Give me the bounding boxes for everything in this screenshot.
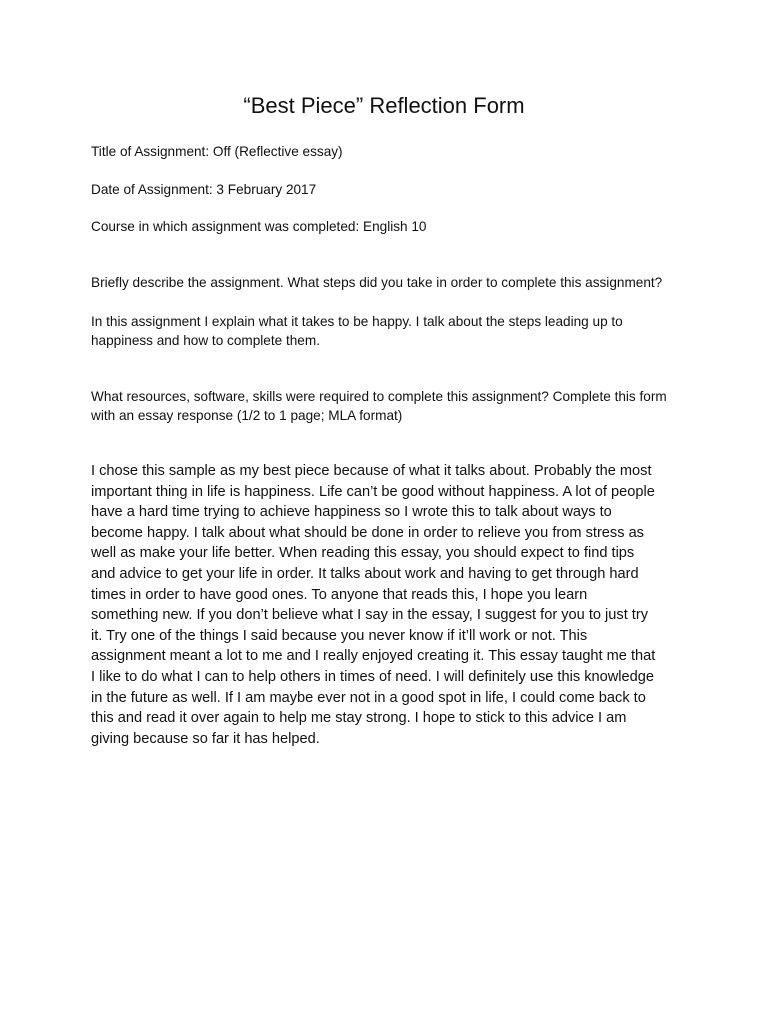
essay-line: times in order to have good ones. To anyone that reads this, I hope you learn	[91, 586, 588, 603]
essay-line: well as make your life better. When reading this essay, you should expect to find tips	[91, 545, 635, 562]
essay-line: giving because so far it has helped.	[91, 730, 320, 747]
answer-line: happiness and how to complete them.	[91, 333, 320, 348]
essay-line: assignment meant a lot to me and I really enjoyed creating it. This essay taught me that	[91, 648, 656, 665]
essay-line: it. Try one of the things I said because you never know if it’ll work or not. This	[91, 627, 588, 644]
essay-line: have a hard time trying to achieve happiness so I wrote this to talk about ways to	[91, 504, 612, 521]
essay-line: I like to do what I can to help others in times of need. I will definitely use this knowledge	[91, 668, 654, 685]
question-resources-line: What resources, software, skills were required to complete this assignment? Complete this form	[91, 389, 667, 404]
question-describe-assignment: Briefly describe the assignment. What steps did you take in order to complete this assignment?	[91, 275, 663, 290]
assignment-date-field: Date of Assignment: 3 February 2017	[91, 182, 317, 197]
essay-response	[91, 461, 691, 749]
assignment-title-field: Title of Assignment: Off (Reflective essay)	[91, 144, 343, 159]
essay-line: and advice to get your life in order. It talks about work and having to get through hard	[91, 565, 639, 582]
essay-line: I chose this sample as my best piece because of what it talks about. Probably the most	[91, 463, 652, 479]
essay-line: something new. If you don’t believe what I say in the essay, I suggest for you to just try	[91, 607, 649, 624]
essay-line: become happy. I talk about what should be done in order to relieve you from stress as	[91, 524, 644, 541]
essay-line: in the future as well. If I am maybe ever not in a good spot in life, I could come back to	[91, 689, 646, 706]
course-field: Course in which assignment was completed: English 10	[91, 219, 427, 234]
question-resources-line: with an essay response (1/2 to 1 page; MLA format)	[91, 408, 403, 423]
answer-line: In this assignment I explain what it takes to be happy. I talk about the steps leading up to	[91, 314, 623, 329]
essay-line: this and read it over again to help me stay strong. I hope to stick to this advice I am	[91, 710, 627, 727]
page-title: “Best Piece” Reflection Form	[243, 93, 525, 118]
essay-line: important thing in life is happiness. Life can’t be good without happiness. A lot of people	[91, 483, 655, 500]
